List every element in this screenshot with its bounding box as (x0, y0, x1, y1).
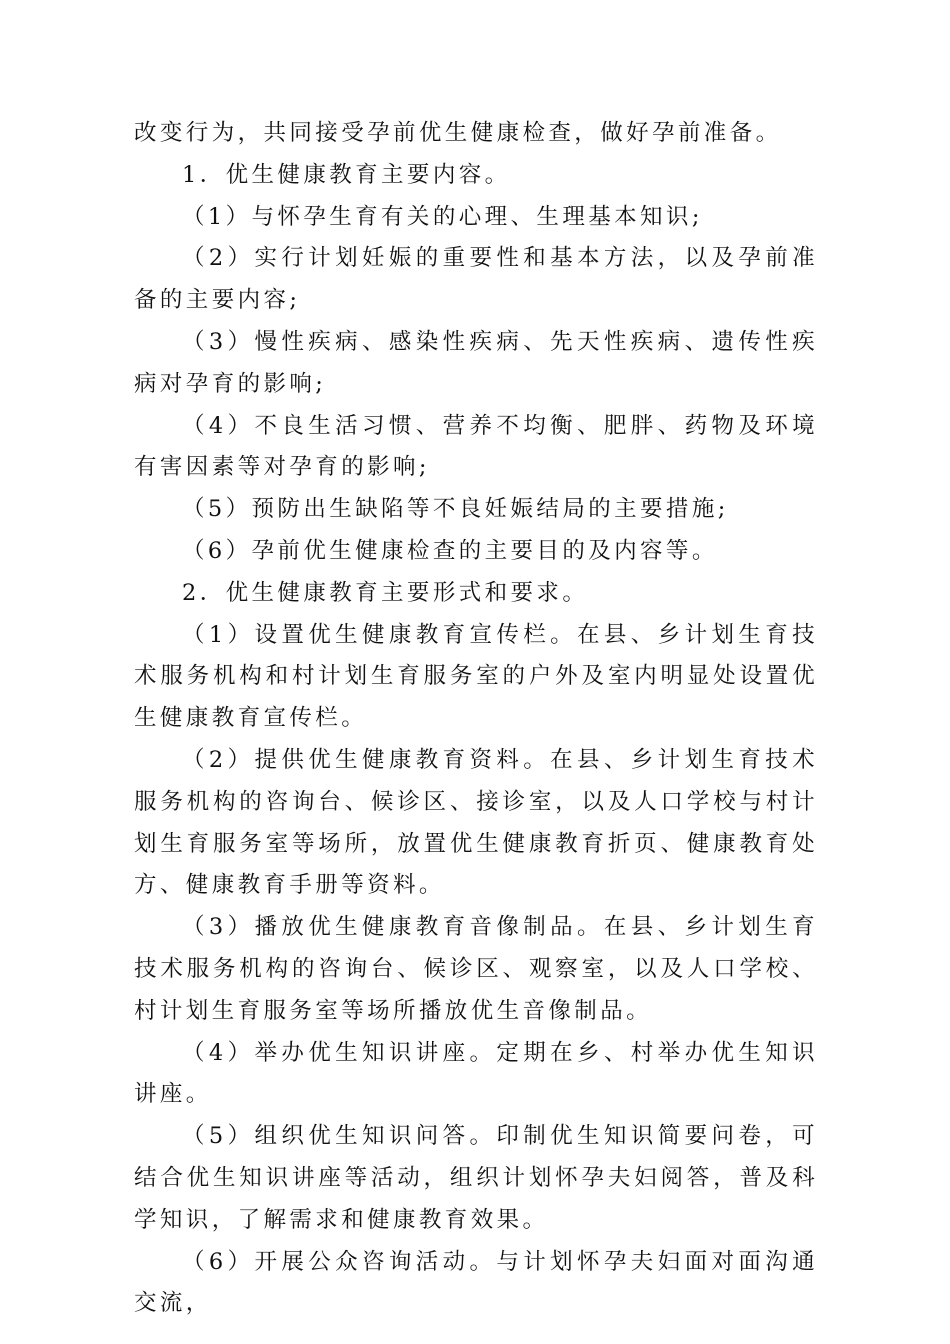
list-item: （6）开展公众咨询活动。与计划怀孕夫妇面对面沟通交流， (134, 1248, 818, 1317)
list-item: （2）实行计划妊娠的重要性和基本方法，以及孕前准备的主要内容; (134, 245, 818, 314)
list-item: （3）慢性疾病、感染性疾病、先天性疾病、遗传性疾病对孕育的影响; (134, 328, 818, 397)
section-heading-2: 2．优生健康教育主要形式和要求。 (182, 579, 589, 606)
list-item: （6）孕前优生健康检查的主要目的及内容等。 (182, 537, 718, 564)
section-heading-1: 1．优生健康教育主要内容。 (182, 161, 511, 188)
document-body (134, 113, 818, 1325)
list-item: （3）播放优生健康教育音像制品。在县、乡计划生育技术服务机构的咨询台、候诊区、观察室，以及人口学校、村计划生育服务室等场所播放优生音像制品。 (134, 914, 818, 1024)
paragraph-continuation: 改变行为，共同接受孕前优生健康检查，做好孕前准备。 (134, 120, 782, 146)
list-item: （4）举办优生知识讲座。定期在乡、村举办优生知识讲座。 (134, 1039, 818, 1108)
list-item: （1）与怀孕生育有关的心理、生理基本知识; (182, 203, 703, 230)
list-item: （2）提供优生健康教育资料。在县、乡计划生育技术服务机构的咨询台、候诊区、接诊室，以及人口学校与村计划生育服务室等场所，放置优生健康教育折页、健康教育处方、健康教育手册等资料。 (134, 746, 818, 899)
list-item: （5）预防出生缺陷等不良妊娠结局的主要措施; (182, 496, 729, 523)
list-item: （1）设置优生健康教育宣传栏。在县、乡计划生育技术服务机构和村计划生育服务室的户外及室内明显处设置优生健康教育宣传栏。 (134, 621, 818, 732)
list-item: （5）组织优生知识问答。印制优生知识简要问卷，可结合优生知识讲座等活动，组织计划怀孕夫妇阅答，普及科学知识，了解需求和健康教育效果。 (134, 1123, 818, 1233)
list-item: （4）不良生活习惯、营养不均衡、肥胖、药物及环境有害因素等对孕育的影响; (134, 412, 818, 481)
